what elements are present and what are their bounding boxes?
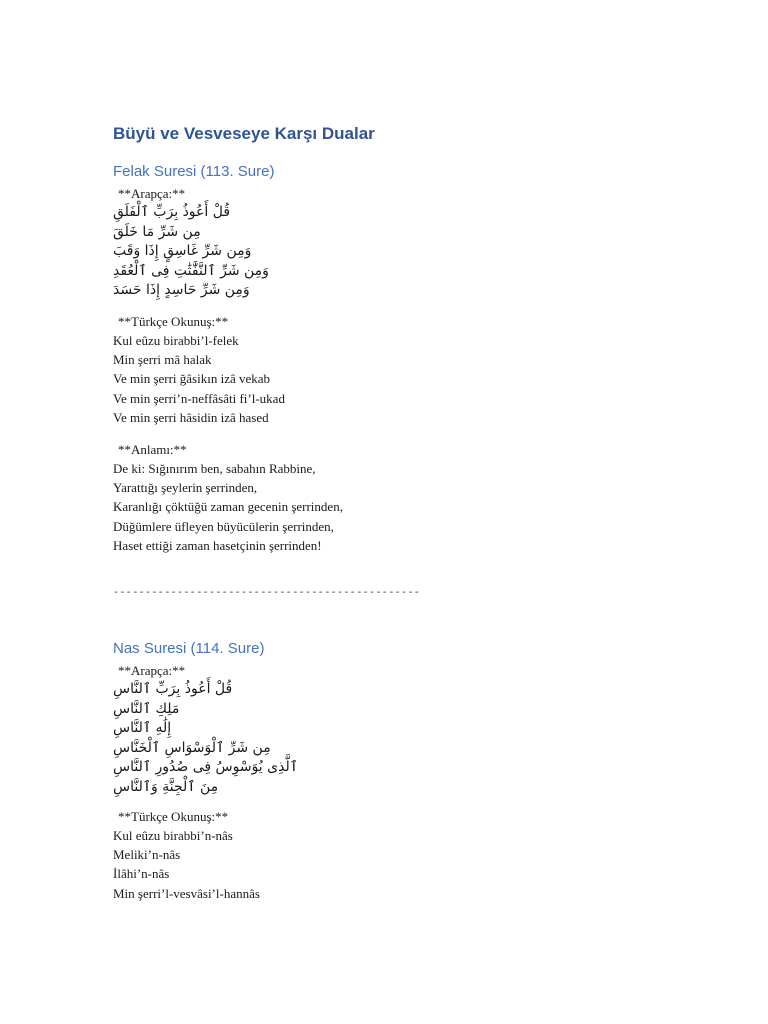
turkish-line: Ve min şerri’n-neffâsâti fi’l-ukad [113, 390, 285, 406]
turkish-line: Ve min şerri ğâsikın izâ vekab [113, 371, 271, 387]
arabic-verse-line: قُلْ أَعُوذُ بِرَبِّ ٱلنَّاسِ [113, 681, 233, 697]
arabic-verse-line: إِلَٰهِ ٱلنَّاسِ [113, 720, 172, 736]
arabic-verse-line: وَمِن شَرِّ حَاسِدٍ إِذَا حَسَدَ [113, 282, 250, 298]
turkish-line: Min şerri’l-vesvâsi’l-hannâs [113, 885, 260, 901]
felak-arabic-label: **Arapça:** [118, 186, 186, 201]
document-title: Büyü ve Vesveseye Karşı Dualar [113, 124, 375, 143]
felak-heading: Felak Suresi (113. Sure) [113, 163, 275, 180]
arabic-verse-line: وَمِن شَرِّ ٱلنَّفَّٰثَٰتِ فِى ٱلْعُقَدِ [113, 262, 269, 279]
turkish-line: Kul eûzu birabbi’l-felek [113, 333, 239, 348]
meaning-line: Haset ettiği zaman hasetçinin şerrinden! [113, 537, 322, 553]
arabic-verse-line: مِنَ ٱلْجِنَّةِ وَٱلنَّاسِ [113, 778, 219, 795]
nas-heading: Nas Suresi (114. Sure) [113, 640, 265, 657]
turkish-line: Ve min şerri hâsidin izâ hased [113, 409, 269, 425]
arabic-verse-line: ٱلَّذِى يُوَسْوِسُ فِى صُدُورِ ٱلنَّاسِ [113, 759, 298, 775]
nas-turkish-label: **Türkçe Okunuş:** [118, 809, 229, 824]
arabic-verse-line: مَلِكِ ٱلنَّاسِ [113, 700, 180, 717]
meaning-line: De ki: Sığınırım ben, sabahın Rabbine, [113, 461, 316, 476]
felak-turkish-label: **Türkçe Okunuş:** [118, 314, 229, 329]
section-separator: ------------------------------------------------ [113, 588, 421, 599]
turkish-line: İlâhi’n-nâs [113, 866, 170, 882]
arabic-verse-line: مِن شَرِّ ٱلْوَسْوَاسِ ٱلْخَنَّاسِ [113, 739, 271, 756]
arabic-verse-line: وَمِن شَرِّ غَاسِقٍ إِذَا وَقَبَ [113, 243, 252, 259]
arabic-verse-line: مِن شَرِّ مَا خَلَقَ [113, 223, 201, 240]
nas-arabic-label: **Arapça:** [118, 663, 186, 678]
turkish-line: Kul eûzu birabbi’n-nâs [113, 828, 233, 843]
meaning-line: Karanlığı çöktüğü zaman gecenin şerrinden, [113, 499, 343, 515]
meaning-line: Yarattığı şeylerin şerrinden, [113, 480, 258, 496]
turkish-line: Min şerri mâ halak [113, 352, 212, 368]
felak-meaning-label: **Anlamı:** [118, 442, 187, 457]
meaning-line: Düğümlere üfleyen büyücülerin şerrinden, [113, 518, 334, 534]
turkish-line: Meliki’n-nâs [113, 847, 181, 863]
arabic-verse-line: قُلْ أَعُوذُ بِرَبِّ ٱلْفَلَقِ [113, 204, 231, 220]
